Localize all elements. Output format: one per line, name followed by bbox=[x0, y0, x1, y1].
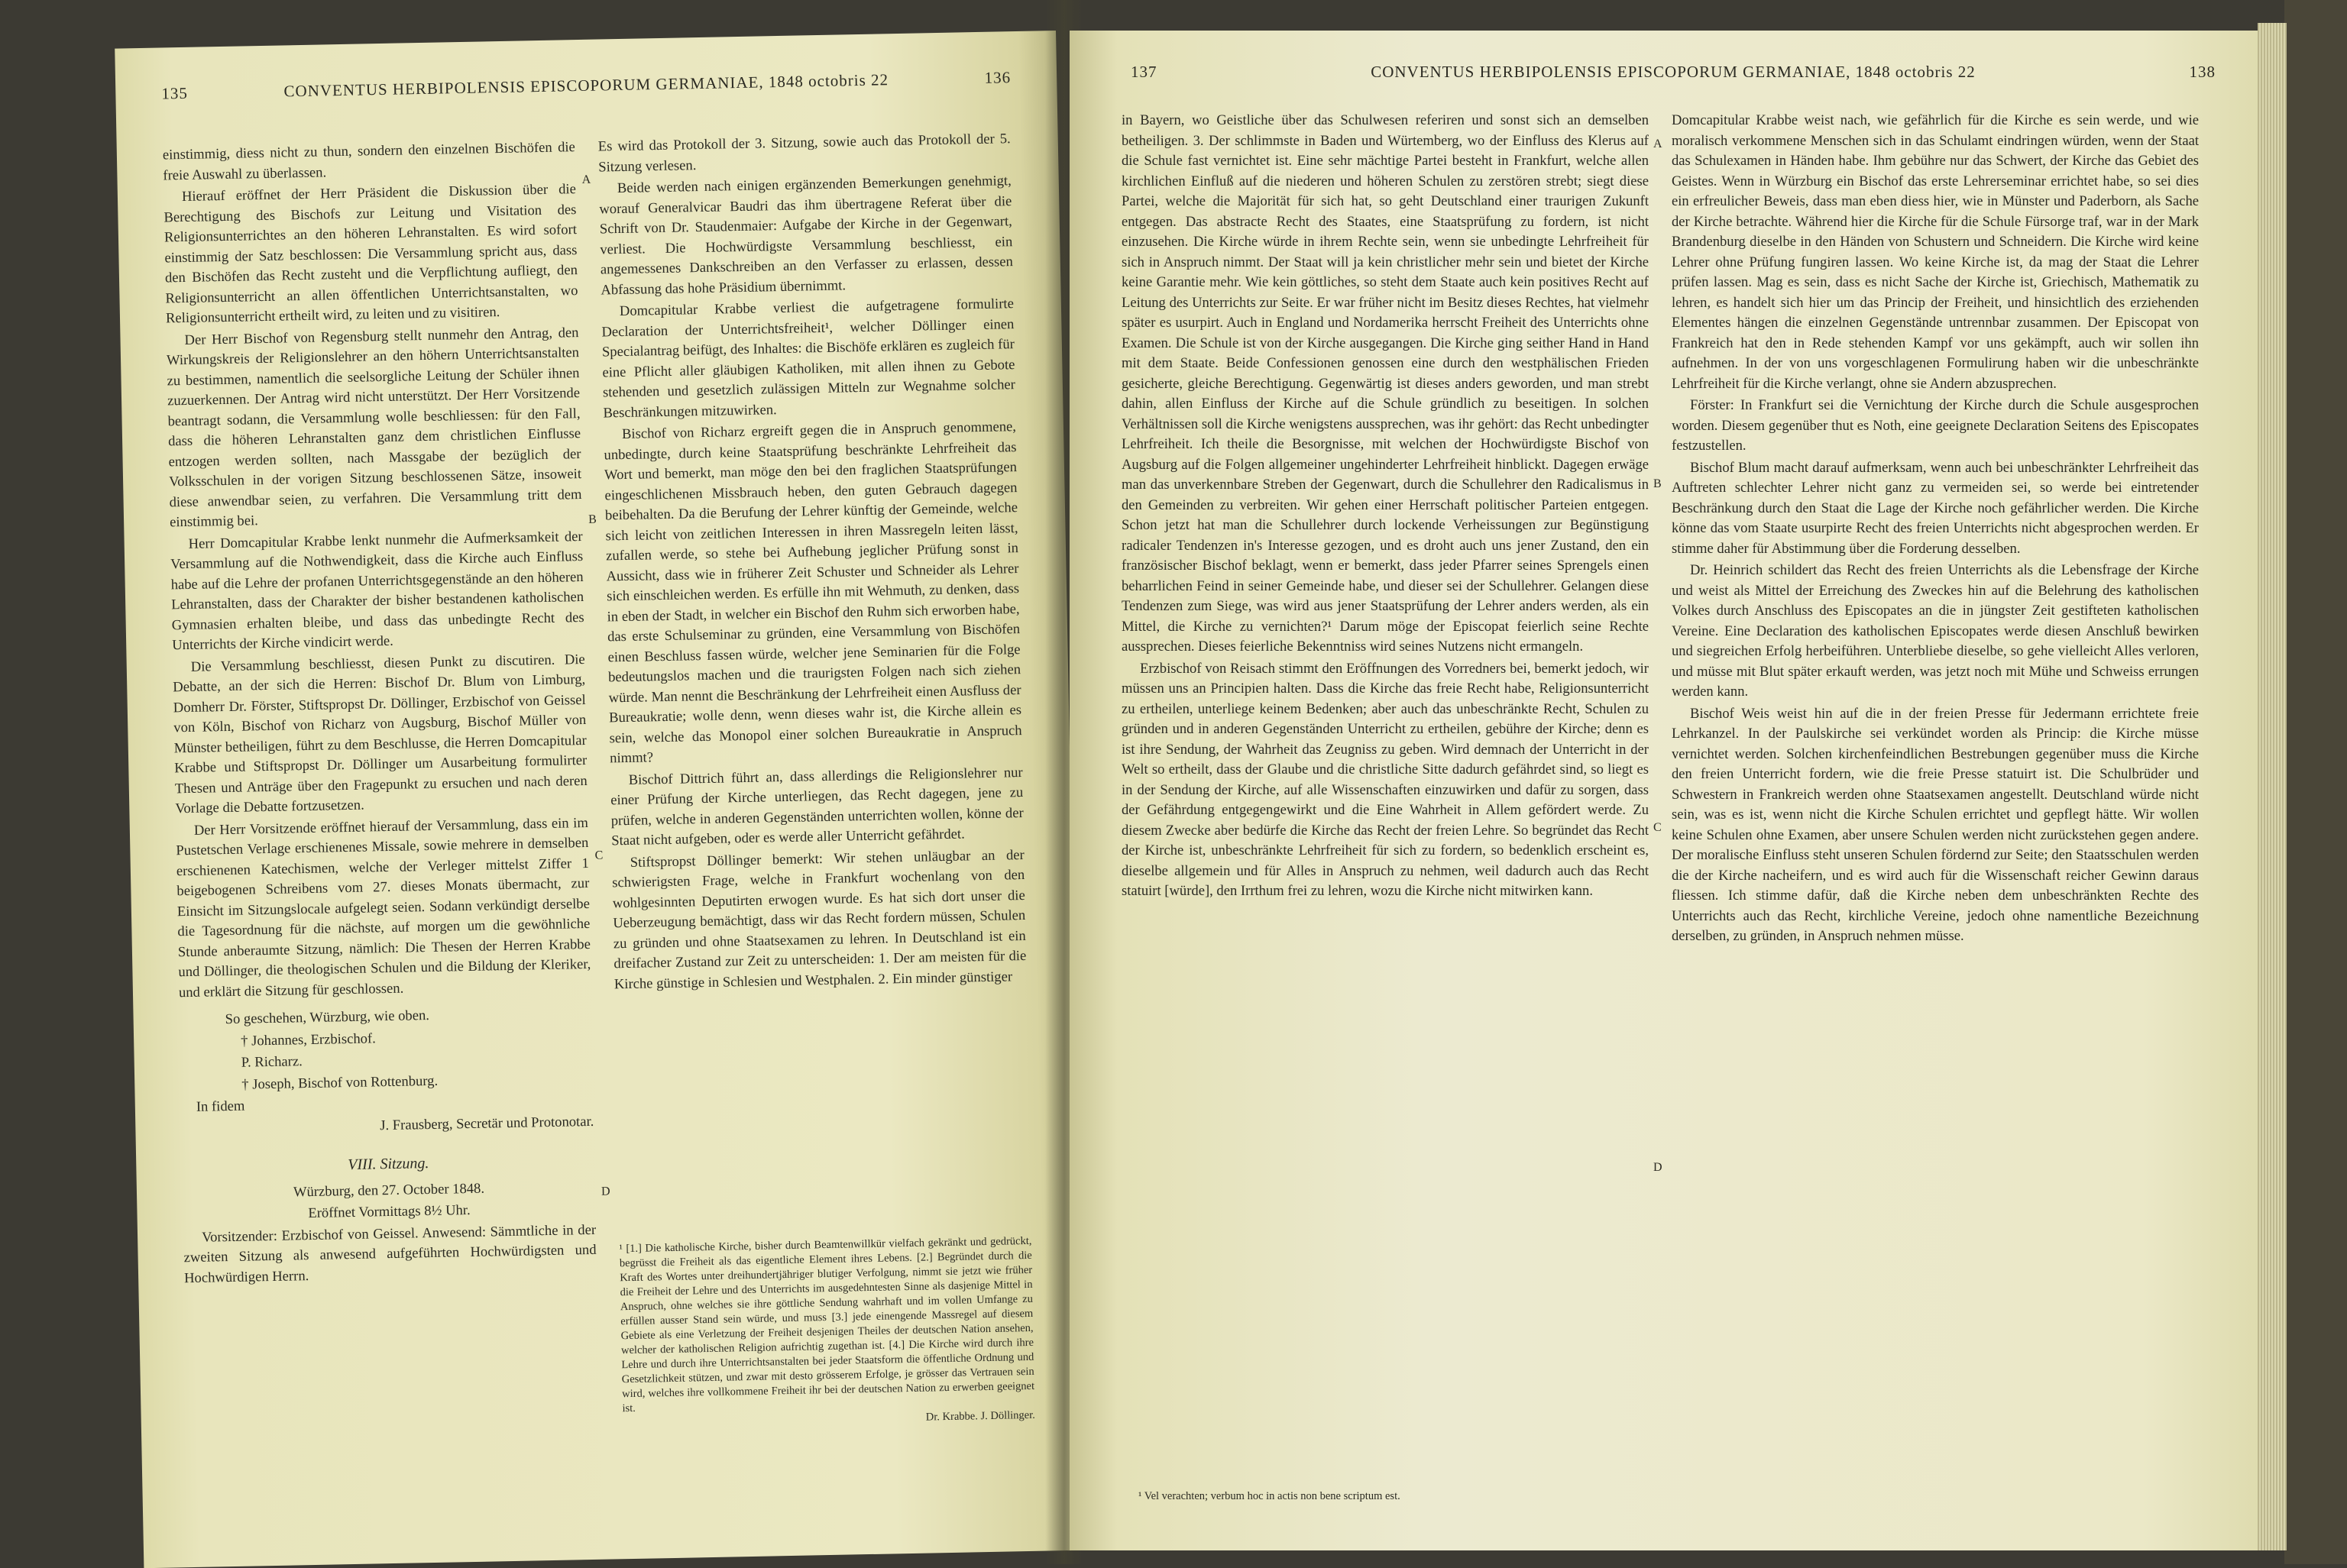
left-page-header bbox=[161, 68, 1012, 115]
right-page-header bbox=[1131, 63, 2216, 93]
margin-mark-b: B bbox=[588, 512, 597, 526]
right-page-column-1 bbox=[1122, 111, 1649, 904]
left-page-footnote bbox=[619, 1234, 1035, 1431]
session-date: Würzburg, den 27. October 1848. bbox=[293, 1180, 485, 1200]
paragraph: Förster: In Frankfurt sei die Vernichtung der Kirche durch die Schule ausgesprochen worden. Diesem gegenüber thut es Noth, eine geeignete Declaration Seitens des Episcopates festzustellen. bbox=[1672, 397, 2199, 454]
sign-intro: So geschehen, Würzburg, wie oben. bbox=[225, 1007, 430, 1028]
footnote-text: ¹ Vel verachten; verbum hoc in actis non bene scriptum est. bbox=[1138, 1490, 1400, 1502]
right-page-footnote bbox=[1138, 1489, 1643, 1504]
paragraph: Bischof Dittrich führt an, dass allerdings die Religionslehrer nur einer Prüfung der Kirche unterliegen, das Recht dagegen, jene zu prüfen, welche in anderen Gegenständen unterrichten wollen, könne der Staat nicht aufgeben, oder es werde aller Unterricht gefährdet. bbox=[610, 764, 1024, 849]
page-number-137: 137 bbox=[1131, 63, 1157, 81]
margin-mark-a: A bbox=[1653, 137, 1662, 150]
right-page-column-2 bbox=[1672, 111, 2199, 949]
paragraph: Bischof von Richarz ergreift gegen die in Anspruch genommene, unbedingte, durch keine Staatsprüfung beschränkte Lehrfreiheit das Wort und bemerkt, man möge den bei den fraglichen Staatsprüfungen eingeschlichenen Missbrauch heben, den guten Gebrauch dagegen beibehalten. Da die Berufung der Lehrer künftig der Gemeinde, welche sich leicht von zeitlichen Interessen in ihren Massregeln leiten lässt, zufallen werde, so stehe bei Aufhebung jeglicher Prüfung sonst in Aussicht, dass wie in früherer Zeit Schuster und Schneider als Lehrer sich einschleichen werden. Es erfülle ihn mit Wehmuth, zu denken, dass in eben der Stadt, in welcher ein Bischof den Ruhm sich erworben habe, das erste Schulseminar zu gründen, eine Versammlung von Bischöfen einen Beschluss fassen würde, welcher jene Seminarien für die Folge bedeutungslos machen und die traurigsten Folgen nach sich ziehen würde. Man nennt die Beschränkung der Lehrfreiheit einen Ausfluss der Bureaukratie; wolle denn, wenn dieses wahr ist, die Kirche allein es sein, welche das Monopol einer solchen Bureaukratie in Anspruch nimmt? bbox=[604, 419, 1022, 767]
paragraph: Dr. Heinrich schildert das Recht des freien Unterrichts als die Lebensfrage der Kirche und weist als Mittel der Erreichung des Zweckes hin auf die Belehrung des katholischen Volkes durch Anschluss des Episcopates an die in jüngster Zeit gestifteten katholischen Vereine. Eine Declaration des katholischen Episcopates werde diesen Anschluß bewirken und siegreichen Erfolg herbeiführen. Unterbliebe dieselbe, so gehe vielleicht Alles verloren, und müsse mit Blut später erkauft werden, was jetzt noch mit Mühe und Schweiss errungen werden kann. bbox=[1672, 562, 2199, 700]
paragraph: Herr Domcapitular Krabbe lenkt nunmehr die Aufmerksamkeit der Versammlung auf die Nothwendigkeit, dass die Kirche auch Einfluss habe auf die Lehre der profanen Unterrichtsgegenstände an den höheren Lehranstalten, dass der Charakter der bisher bestandenen katholischen Gymnasien erhalten bleibe, und dass das unbedingte Recht des Unterrichts der Kirche vindicirt werde. bbox=[170, 528, 584, 654]
session-heading: VIII. Sitzung. bbox=[348, 1155, 429, 1174]
paragraph: Der Herr Vorsitzende eröffnet hierauf der Versammlung, dass ein im Pustetschen Verlage erschienenes Missale, sowie mehrere in demselben erschienenen Katechismen, welche der Verleger mittelst Ziffer 1 beigebogenen Schreibens vom 27. dieses Monats übermacht, zur Einsicht im Sitzungslocale aufgelegt seien. Sodann verkündigt derselbe die Tagesordnung für die nächste, auf morgen um die gewöhnliche Stunde anberaumte Sitzung, nämlich: Die Thesen der Herren Krabbe und Döllinger, die theologischen Schulen und die Bildung der Kleriker, und erklärt die Sitzung für geschlossen. bbox=[176, 814, 591, 1001]
paragraph: Bischof Weis weist hin auf die in der freien Presse für Jedermann errichtete freie Lehrkanzel. In der Paulskirche sei verkündet worden als Princip: die Kirche müsse vernichtet werden. Solchen kirchenfeindlichen Bestrebungen gegenüber muss die Kirche den freien Unterricht fordern, wie die freie Presse statuirt ist. Die Schulbrüder und Schwestern in Frankreich werden ohne Staatsexamen angestellt. Deutschland würde nicht sein, was es ist, wenn nicht die Kirche Schulen errichtet und gepflegt hätte. Wir wollen keine Schulen ohne Examen, aber unsere Schulen werden nicht zurückstehen gegen andere. Der moralische Einfluss steht unseren Schulen fördernd zur Seite; den Staatsschulen werden die der Kirche nacheifern, und es wird auch für die Wissenschaft reicher Gewinn daraus fliessen. Ich stimme dafür, daß die Kirche neben dem unbeschränkten Rechte des Unterrichts auch das Recht, kirchliche Vereine, jedoch ohne namentliche Bezeichnung derselben, zu gründen, in Anspruch nehmen müsse. bbox=[1672, 705, 2199, 944]
page-number-135: 135 bbox=[161, 83, 189, 103]
page-edges bbox=[2258, 23, 2287, 1550]
paragraph: Es wird das Protokoll der 3. Sitzung, sowie auch das Protokoll der 5. Sitzung verlesen. bbox=[597, 131, 1011, 176]
margin-mark-c: C bbox=[594, 849, 604, 862]
paragraph: einstimmig, diess nicht zu thun, sondern den einzelnen Bischöfen die freie Auswahl zu überlassen. bbox=[162, 139, 576, 183]
left-page-column-1 bbox=[163, 137, 597, 1290]
paragraph: Erzbischof von Reisach stimmt den Eröffnungen des Vorredners bei, bemerkt jedoch, wir müssen uns an Principien halten. Dass die Kirche das freie Recht habe, Religionsunterricht zu ertheilen, unterliege keinem Bedenken; aber auch das unbeschränkte Recht, Schulen zu gründen und in anderen Gegenständen Unterricht zu ertheilen, gebühre der Kirche; denn es ist ihre Sendung, der Wahrheit das Zeugniss zu geben. Wird demnach der Unterricht in der Welt so ertheilt, dass der Glaube und die christliche Sitte dadurch gefährdet sind, so liegt es in der Sendung der Kirche, auf alle Wissenschaften einzuwirken und dafür zu sorgen, dass der Gefährdung entgegengewirkt und die Eine Wahrheit in Allem gefördert werde. Zu diesem Zwecke aber bedürfe die Kirche das Recht der freien Lehre. So begründet das Recht der Kirche ist, unbeschränkte Lehrfreiheit für sich zu fordern, so bedenklich erscheint es, dieselbe allgemein und für Alles in Anspruch zu nehmen, weil dadurch auch das Recht statuirt [würde], den Irrthum frei zu lehren, wozu die Kirche nicht mitwirken kann. bbox=[1122, 660, 1649, 899]
page-number-136: 136 bbox=[984, 68, 1012, 87]
paragraph: in Bayern, wo Geistliche über das Schulwesen referiren und sonst sich an demselben betheiligen. 3. Der schlimmste in Baden und Würtemberg, wo der Einfluss des Klerus auf die Schule fast vernichtet ist. Eine sehr mächtige Partei besteht in Frankfurt, welche allen kirchlichen Einfluß auf die niederen und höheren Schulen zu zerstören strebt; siegt diese Partei, welche die Majorität für sich hat, so geht Deutschland einer traurigen Zukunft entgegen. Das abstracte Recht des Staates, eine Staatsprüfung zu fordern, ist nicht einzusehen. Die Kirche würde in ihrem Rechte sein, wenn sie unbedingte Lehrfreiheit für sich in Anspruch nimmt. Der Staat will ja kein christlicher mehr sein und bietet der Kirche keine Garantie mehr. Wie kein göttliches, so steht dem Staate auch kein positives Recht auf Leitung des Unterrichts zur Seite. Er war früher nicht im Besitz dieses Rechtes, hat vielmehr später es usurpirt. Auch in England und Nordamerika herrscht Freiheit des Unterrichts ohne Examen. Die Schule ist von der Kirche ausgegangen. Die Kirche ging seither Hand in Hand mit dem Staate. Beide Confessionen genossen eine durch den westphälischen Frieden gesicherte, gleiche Berechtigung. Gegenwärtig ist dieses anders geworden, und man strebt dahin, allen Einfluss der Kirche auf die Schule gründlich zu beseitigen. In solchen Verhältnissen soll die Kirche wenigstens aussprechen, was ihr gehört: das Recht unbedingter Lehrfreiheit. Ich theile die Besorgnisse, mit welchen der Hochwürdigste Bischof von Augsburg auf die Folgen allgemeiner ungehinderter Lehrfreiheit hinblickt. Dagegen erwäge man das unverkennbare Streben der Gegenwart, durch die Schullehrer den Radicalismus in den Gemeinden zu verbreiten. Wir gehen einer Herrschaft politischer Parteien entgegen. Schon jetzt hat man die Schullehrer durch lockende Verheissungen zur Begünstigung radicaler Tendenzen in's Interesse gezogen, und es droht auch uns jener Zustand, den ein französischer Bischof beklagt, wenn er bemerkt, dass jeder Pfarrer seines Sprengels einen beharrlichen Feind in seiner Gemeinde habe, und dieser sei der Schullehrer. Gelangen diese Tendenzen zum Siege, was wird aus jener Staatsprüfung der Lehrer anders werden, als ein Mittel, die Kirche zu vernichten?¹ Darum möge der Episcopat feierlich seine Rechte aussprechen. Dieses feierliche Bekenntniss wird seines Nutzens nicht ermangeln. bbox=[1122, 112, 1649, 655]
footnote-text: ¹ [1.] Die katholische Kirche, bisher durch Beamtenwillkür vielfach gekränkt und gedrückt, begrüsst die Freiheit als das eigentliche Element ihres Lebens. [2.] Begründet durch die Kraft des Wortes unter dreihundertjähriger blutiger Verfolgung, nimmt sie jetzt wie früher die Freiheit der Lehre und des Unterrichts im ausgedehntesten Sinne als dasjenige Mittel in Anspruch, ohne welches sie ihre göttliche Sendung wahrhaft und im vollen Umfange zu erfüllen ausser Stand sein würde, und muss [3.] jede einengende Massregel auf diesem Gebiete als eine Verletzung der Freiheit desjenigen Theiles der deutschen Nation ansehen, welcher der katholischen Religion aufrichtig zugethan ist. [4.] Die Kirche wird durch ihre Lehre und durch ihre Unterrichtsanstalten bei jeder Staatsform die öffentliche Ordnung und Gesetzlichkeit stützen, und zwar mit desto grösserem Erfolge, je grösser das Vertrauen sein wird, welches ihre vollkommene Freiheit ihr bei der deutschen Nation zu erwerben geeignet ist. bbox=[619, 1234, 1035, 1415]
book-cover-edge bbox=[2284, 0, 2347, 1564]
paragraph: Beide werden nach einigen ergänzenden Bemerkungen genehmigt, worauf Generalvicar Baudri das ihm übertragene Referat über die Schrift von Dr. Staudenmaier: Aufgabe der Kirche in der Gegenwart, verliest. Die Hochwürdigste Versammlung beschliesst, ein angemessenes Dankschreiben an den Verfasser zu erlassen, dessen Abfassung das hohe Präsidium übernimmt. bbox=[599, 173, 1014, 298]
session-text: Vorsitzender: Erzbischof von Geissel. Anwesend: Sämmtliche in der zweiten Sitzung als anwesend aufgeführten Hochwürdigsten und Hochwürdigen Herrn. bbox=[183, 1221, 597, 1286]
left-page-column-2 bbox=[598, 129, 1027, 996]
margin-mark-a: A bbox=[581, 173, 591, 186]
paragraph: Hierauf eröffnet der Herr Präsident die Diskussion über die Berechtigung des Bischofs zur Leitung und Visitation des Religionsunterrichtes an den höheren Lehranstalten. Es wird sofort einstimmig der Satz beschlossen: Die Versammlung spricht aus, dass den Bischöfen das Recht zusteht und die Verpflichtung aufliegt, den Religionsunterricht an allen öffentlichen Unterrichtsanstalten, wo Religionsunterricht ertheilt wird, zu leiten und zu visitiren. bbox=[163, 181, 578, 327]
signature-joseph: † Joseph, Bischof von Rottenburg. bbox=[241, 1072, 439, 1093]
margin-mark-b: B bbox=[1653, 477, 1662, 490]
footnote-signature: Dr. Krabbe. J. Döllinger. bbox=[925, 1408, 1035, 1424]
paragraph: Bischof Blum macht darauf aufmerksam, wenn auch bei unbeschränkter Lehrfreiheit das Auftreten schlechter Lehrer nicht ganz zu vermeiden sei, so werde bei eintretender Beschränkung durch den Staat die Lage der Kirche noch gefährlicher werden. Die Kirche könne das vom Staate usurpirte Recht des freien Unterrichts nicht abgesprochen werden. Er stimme daher für Abstimmung über die Forderung desselben. bbox=[1672, 459, 2199, 557]
margin-mark-c: C bbox=[1653, 821, 1662, 834]
paragraph: Stiftspropst Döllinger bemerkt: Wir stehen unläugbar an der schwierigsten Frage, welche in Frankfurt wochenlang von den wohlgesinnten Deputirten erwogen wurde. Es hat sich dort unser die Ueberzeugung bemächtigt, dass wir das Recht fordern müssen, Schulen zu gründen und ohne Staatsexamen zu lehren. In Deutschland ist ein dreifacher Zustand zur Zeit zu unterscheiden: 1. Der am meisten für die Kirche günstige in Schlesien und Westphalen. 2. Ein minder günstiger bbox=[612, 846, 1027, 992]
margin-mark-d: D bbox=[601, 1185, 610, 1198]
signature-richarz: P. Richarz. bbox=[241, 1053, 303, 1071]
in-fidem: In fidem bbox=[196, 1098, 245, 1115]
paragraph: Die Versammlung beschliesst, diesen Punkt zu discutiren. Die Debatte, an der sich die Herren: Bischof Dr. Blum von Limburg, Domherr Dr. Förster, Stiftspropst Dr. Döllinger, Erzbischof von Geissel von Köln, Bischof von Richarz von Augsburg, Bischof Müller von Münster betheiligen, führt zu dem Beschlusse, die Herren Domcapitular Krabbe und Stiftspropst Dr. Döllinger um Ausarbeitung formulirter Thesen und Anträge über den Fragepunkt zu ersuchen und nach deren Vorlage die Debatte fortzusetzen. bbox=[173, 651, 588, 817]
running-title: CONVENTUS HERBIPOLENSIS EPISCOPORUM GERMANIAE, 1848 octobris 22 bbox=[283, 70, 889, 101]
signature-johannes: † Johannes, Erzbischof. bbox=[240, 1030, 376, 1049]
session-time: Eröffnet Vormittags 8½ Uhr. bbox=[308, 1201, 471, 1222]
left-page bbox=[115, 31, 1085, 1568]
paragraph: Domcapitular Krabbe verliest die aufgetragene formulirte Declaration der Unterrichtsfreiheit¹, welcher Döllinger einen Specialantrag beifügt, des Inhaltes: die Bischöfe erklären es zugleich für eine Pflicht aller gläubigen Katholiken, mit allen ihnen zu Gebote stehenden und gesetzlich zulässigen Mitteln zur Wegnahme solcher Beschränkungen mitzuwirken. bbox=[601, 296, 1016, 421]
running-title: CONVENTUS HERBIPOLENSIS EPISCOPORUM GERMANIAE, 1848 octobris 22 bbox=[1371, 63, 1976, 81]
margin-mark-d: D bbox=[1653, 1161, 1662, 1174]
page-number-138: 138 bbox=[2189, 63, 2216, 81]
paragraph: Domcapitular Krabbe weist nach, wie gefährlich für die Kirche es sein werde, und wie moralisch verkommene Menschen sich in das Schulamt eindringen würden, wenn der Staat das Schulexamen in Händen habe. Ihm gebühre nur das Schwert, der Kirche das Gebiet des Geistes. Wenn in Würzburg ein Bischof das erste Lehrerseminar errichtet habe, so sei dies ein erfreulicher Beweis, dass man eben diess hier, wie in Münster und Paderborn, als Sache der Kirche betrachte. Während hier die Kirche für die Schule Fürsorge traf, war in der Mark Brandenburg dieselbe in den Händen von Schustern und Schneidern. Die Kirche wird keine Lehrer ohne Prüfung fungiren lassen. Wo keine Kirche ist, da mag der Staat die Lehrer prüfen lassen. Mag es sein, dass es nicht Sache der Kirche ist, Griechisch, Mathematik zu lehren, es handelt sich hier um das Princip der Freiheit, und hinsichtlich des erziehenden Elementes hängen die einzelnen Gegenstände untrennbar zusammen. Der Episcopat von Frankreich hat den in Rede stehenden Kampf vor uns gekämpft, auch wir sollen ihn aufnehmen. In der von uns vorgeschlagenen Formulirung haben wir die unbeschränkte Lehrfreiheit für die Kirche verlangt, ohne sie Andern abzusprechen. bbox=[1672, 112, 2199, 392]
right-page bbox=[1070, 31, 2261, 1550]
secretary-signature: J. Frausberg, Secretär und Protonotar. bbox=[380, 1113, 594, 1133]
paragraph: Der Herr Bischof von Regensburg stellt nunmehr den Antrag, den Wirkungskreis der Religionslehrer an den höhern Unterrichtsanstalten zu bestimmen, namentlich die seelsorgliche Leitung der Schüler ihnen zuzuerkennen. Der Antrag wird nicht unterstützt. Der Herr Vorsitzende beantragt sodann, die Versammlung wolle beschliessen: für den Fall, dass die höheren Lehranstalten ganz dem christlichen Einflusse entzogen werden sollten, nach Massgabe der bezüglich der Volksschulen in der vorigen Sitzung beschlossenen Sätze, insoweit diese anwendbar seien, zu verfahren. Die Versammlung tritt dem einstimmig bei. bbox=[166, 324, 582, 531]
